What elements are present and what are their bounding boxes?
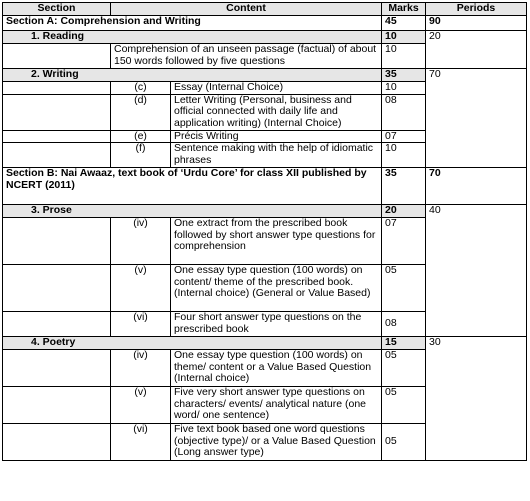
writing-item-tag: (f) — [111, 143, 171, 168]
writing-item-text: Sentence making with the help of idiomatic phrases — [171, 143, 382, 168]
writing-item-text: Letter Writing (Personal, business and official connected with daily life and application writing) (Internal Choice) — [171, 94, 382, 130]
writing-item-tag: (d) — [111, 94, 171, 130]
section-a-row — [3, 16, 527, 31]
section-a-marks: 45 — [382, 16, 426, 31]
writing-periods: 70 — [426, 69, 527, 168]
header-periods: Periods — [426, 3, 527, 16]
reading-row — [3, 31, 527, 44]
header-section: Section — [3, 3, 111, 16]
prose-item-text: Four short answer type questions on the prescribed book — [171, 312, 382, 337]
poetry-label: 4. Poetry — [3, 337, 382, 350]
prose-item-marks: 07 — [382, 218, 426, 265]
header-marks: Marks — [382, 3, 426, 16]
poetry-item-tag: (v) — [111, 387, 171, 424]
prose-item-text: One essay type question (100 words) on content/ theme of the prescribed book. (Internal choice) (General or Value Based) — [171, 265, 382, 312]
reading-item-marks: 10 — [382, 44, 426, 69]
writing-item-tag: (c) — [111, 82, 171, 95]
prose-item-marks: 05 — [382, 265, 426, 312]
poetry-item-text: Five very short answer type questions on characters/ events/ analytical nature (one word/ one sentence) — [171, 387, 382, 424]
header-content: Content — [111, 3, 382, 16]
poetry-item-marks: 05 — [382, 387, 426, 424]
writing-item-marks: 08 — [382, 94, 426, 130]
writing-item-text: Précis Writing — [171, 130, 382, 143]
section-b-row — [3, 168, 527, 205]
writing-label: 2. Writing — [3, 69, 382, 82]
poetry-item-tag: (vi) — [111, 424, 171, 461]
poetry-marks: 15 — [382, 337, 426, 350]
header-row — [3, 3, 527, 16]
prose-item-tag: (v) — [111, 265, 171, 312]
reading-label: 1. Reading — [3, 31, 382, 44]
prose-marks: 20 — [382, 205, 426, 218]
writing-item-marks: 07 — [382, 130, 426, 143]
poetry-item-marks: 05 — [382, 350, 426, 387]
reading-marks: 10 — [382, 31, 426, 44]
section-a-title: Section A: Comprehension and Writing — [3, 16, 382, 31]
reading-item-text: Comprehension of an unseen passage (factual) of about 150 words followed by five questions — [111, 44, 382, 69]
poetry-item-tag: (iv) — [111, 350, 171, 387]
writing-item-marks: 10 — [382, 143, 426, 168]
section-b-periods: 70 — [426, 168, 527, 205]
prose-item-text: One extract from the prescribed book followed by short answer type questions for comprehension — [171, 218, 382, 265]
poetry-item-text: One essay type question (100 words) on theme/ content or a Value Based Question (Internal choice) — [171, 350, 382, 387]
writing-item-text: Essay (Internal Choice) — [171, 82, 382, 95]
section-b-marks: 35 — [382, 168, 426, 205]
section-a-periods: 90 — [426, 16, 527, 31]
reading-periods: 20 — [426, 31, 527, 69]
syllabus-table — [2, 2, 527, 461]
poetry-row — [3, 337, 527, 350]
prose-item-tag: (iv) — [111, 218, 171, 265]
writing-marks: 35 — [382, 69, 426, 82]
prose-item-tag: (vi) — [111, 312, 171, 337]
prose-item-marks: 08 — [382, 312, 426, 337]
writing-item-tag: (e) — [111, 130, 171, 143]
writing-row — [3, 69, 527, 82]
writing-item-marks: 10 — [382, 82, 426, 95]
poetry-item-text: Five text book based one word questions (objective type)/ or a Value Based Question (Long answer type) — [171, 424, 382, 461]
section-b-title: Section B: Nai Awaaz, text book of ‘Urdu Core’ for class XII published by NCERT (2011) — [3, 168, 382, 205]
poetry-item-marks: 05 — [382, 424, 426, 461]
prose-label: 3. Prose — [3, 205, 382, 218]
poetry-periods: 30 — [426, 337, 527, 461]
prose-row — [3, 205, 527, 218]
prose-periods: 40 — [426, 205, 527, 337]
